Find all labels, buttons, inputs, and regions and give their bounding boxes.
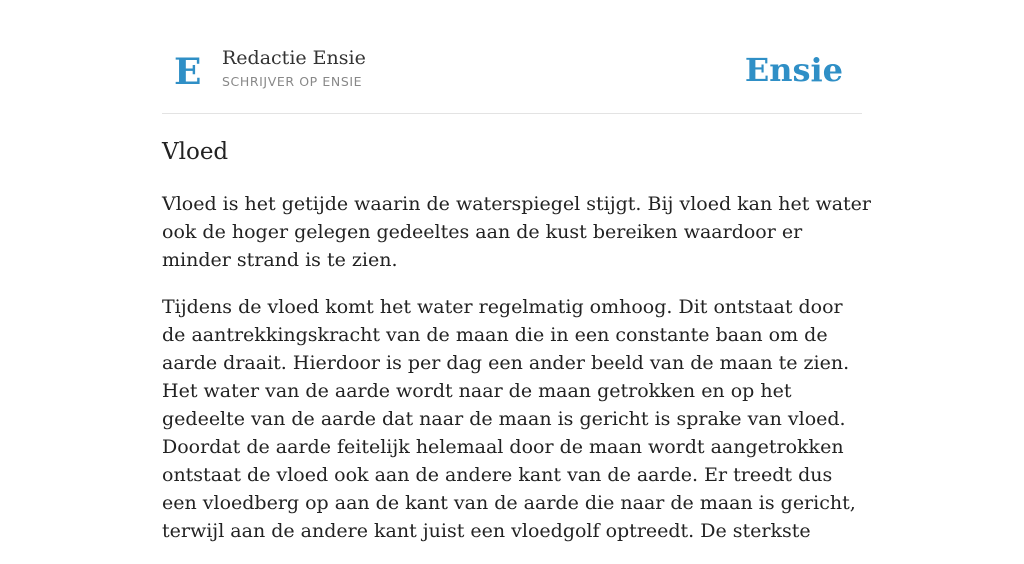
author-name[interactable]: Redactie Ensie	[222, 47, 366, 69]
article-body	[162, 190, 872, 564]
avatar[interactable]: E	[174, 51, 202, 93]
author-role: SCHRIJVER OP ENSIE	[222, 74, 363, 89]
author-header	[162, 36, 862, 114]
brand-logo[interactable]: Ensie	[744, 51, 843, 89]
article-page	[162, 0, 871, 542]
article-paragraph-1: Vloed is het getijde waarin de waterspiegel stijgt. Bij vloed kan het water ook de hoger gelegen gedeeltes aan de kust bereiken waardoor er minder strand is te zien.	[162, 193, 871, 271]
article-paragraph-2: Tijdens de vloed komt het water regelmatig omhoog. Dit ontstaat door de aantrekkingskracht van de maan die in een constante baan om de aarde draait. Hierdoor is per dag een ander beeld van de maan te zien. Het water van de aarde wordt naar de maan getrokken en op het gedeelte van de aarde dat naar de maan is gericht is sprake van vloed. Doordat de aarde feitelijk helemaal door de maan wordt aangetrokken ontstaat de vloed ook aan de andere kant van de aarde. Er treedt dus een vloedberg op aan de kant van de aarde die naar de maan is gericht, terwijl aan de andere kant juist een vloedgolf optreedt. De sterkste	[162, 296, 856, 542]
page-title: Vloed	[162, 139, 229, 165]
